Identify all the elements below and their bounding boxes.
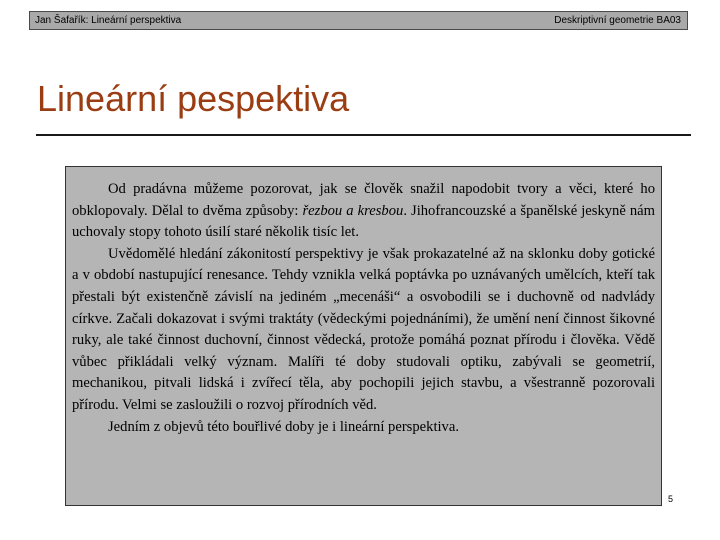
slide-title: Lineární pespektiva [37,78,350,119]
paragraph-1-text-end: . Jihofrancouzské a španělské jeskyně nám uchovaly stopy tohoto úsilí staré několik tisíc let. [72,202,655,241]
page-number: 5 [668,494,674,504]
header-author-title: Jan Šafařík: Lineární perspektiva [35,15,182,26]
content-box [65,166,662,506]
title-divider [36,134,691,136]
paragraph-1-text-start: Od pradávna můžeme pozorovat, jak se člověk snažil napodobit tvory a věci, které ho obklopovaly. Dělal to dvěma způsoby: [72,181,655,219]
paragraph-2: Uvědomělé hledání zákonitostí perspektivy je však prokazatelné až na sklonku doby gotické a v období nastupující renesance. Tehdy vznikla velká poptávka po uznávaných umělcích, kteří tak přestali být existenčně závislí na jediném „mecenáši“ a osvobodili se i duchovně od nadvlády církve. Začali dokazovat i svými traktáty (vědeckými pojednáními), že umění není činnost šikovné ruky, ale také činnost duchovní, činnost vědecká, protože pomáhá poznat přírodu i člověka. Vědě vůbec přikládali velký význam. Malíři té doby studovali optiku, zabývali se geometrií, mechanikou, pitvali lidská i zvířecí těla, aby pochopili jejich stavbu, a všestranně pozorovali přírodu. Velmi se zasloužili o rozvoj přírodních věd. [72,245,655,413]
paragraph-1-italic: řezbou a kresbou [302,202,404,219]
header-bar [29,11,688,30]
paragraph-1 [72,179,655,244]
header-course: Deskriptivní geometrie BA03 [554,15,681,26]
paragraph-3: Jedním z objevů této bouřlivé doby je i lineární perspektiva. [108,418,459,435]
